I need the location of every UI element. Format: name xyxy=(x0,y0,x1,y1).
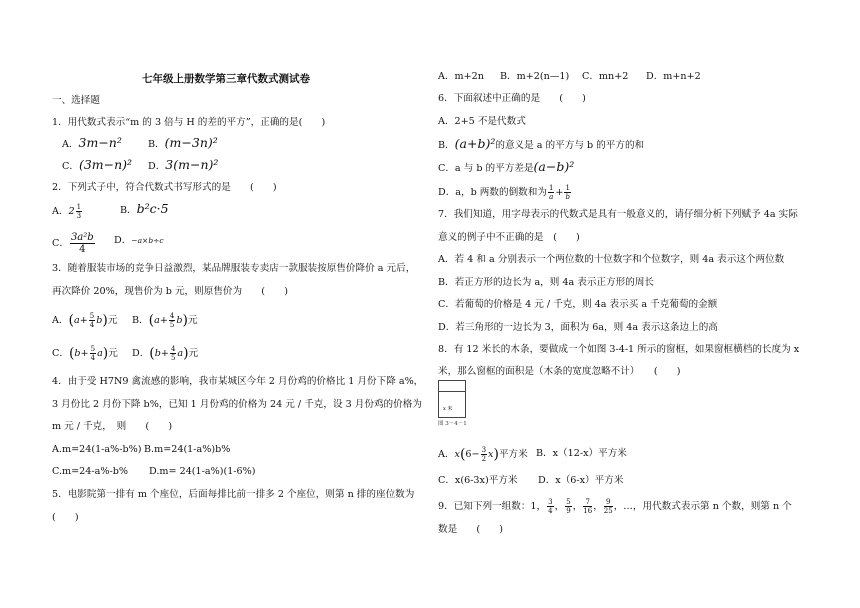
question-1-option-b[interactable]: B．(m−3n)² xyxy=(148,135,218,150)
question-4-option-c[interactable]: C.m=24-a%-b% xyxy=(52,466,128,477)
question-6-option-c[interactable]: C．a 与 b 的平方差是(a−b)² xyxy=(438,159,575,174)
question-5-stem-line-2: ( ) xyxy=(52,512,79,523)
question-2-stem: 2．下列式子中，符合代数式书写形式的是 ( ) xyxy=(52,182,277,193)
question-4-stem-line-1: 4．由于受 H7N9 禽流感的影响，我市某城区今年 2 月份鸡的价格比 1 月份下降 a%， xyxy=(52,376,424,387)
question-2-option-d[interactable]: D．−a×b÷c xyxy=(114,235,164,246)
fraction: $\frac{3}{4}$ xyxy=(548,498,553,515)
question-8-stem-line-2: 米，那么窗框的面积是（木条的宽度忽略不计） ( ) xyxy=(438,366,681,377)
question-5-option-d[interactable]: D．m+n+2 xyxy=(646,71,701,82)
window-frame-figure xyxy=(438,380,466,418)
window-crossbar xyxy=(439,391,465,392)
question-3-stem-line-1: 3．随着服装市场的竞争日益激烈，某品牌服装专卖店一款服装按原售价降价 a 元后， xyxy=(52,263,416,274)
fraction: $\frac{3}{2}$ xyxy=(481,446,487,463)
fraction: $\frac{5}{4}$ xyxy=(90,345,96,362)
question-8-option-a[interactable]: A．x(6− $\frac{3}{2}$ x)平方米 xyxy=(438,446,528,463)
question-4-option-a[interactable]: A.m=24(1-a%-b%) xyxy=(52,444,142,455)
section-heading: 一、选择题 xyxy=(52,95,100,106)
question-8-option-c[interactable]: C．x(6-3x)平方米 xyxy=(438,475,518,486)
fraction: $\frac{4}{5}$ xyxy=(169,312,175,329)
question-6-stem: 6．下面叙述中正确的是 ( ) xyxy=(438,93,586,104)
question-7-option-b[interactable]: B．若正方形的边长为 a，则 4a 表示正方形的周长 xyxy=(438,277,655,288)
question-7-option-a[interactable]: A．若 4 和 a 分别表示一个两位数的十位数字和个位数字，则 4a 表示这个两位数 xyxy=(438,254,785,265)
fraction: $\frac{5}{9}$ xyxy=(566,498,571,515)
fraction: $\frac{1}{a}$ xyxy=(548,184,554,201)
question-3-stem-line-2: 再次降价 20%，现售价为 b 元，则原售价为 ( ) xyxy=(52,286,288,297)
question-4-stem-line-2: 3 月份比 2 月份下降 b%，已知 1 月份鸡的价格为 24 元 / 千克，设 3 月份鸡的价格为 xyxy=(52,399,422,410)
figure-label: x 米 xyxy=(443,406,453,412)
question-3-option-c[interactable]: C．(b+ $\frac{5}{4}$ a)元 xyxy=(52,345,118,362)
question-3-option-b[interactable]: B．(a+ $\frac{4}{5}$ b)元 xyxy=(132,312,198,329)
question-5-stem-line-1: 5．电影院第一排有 m 个座位，后面每排比前一排多 2 个座位，则第 n 排的座位数为 xyxy=(52,489,415,500)
question-1-stem: 1．用代数式表示“m 的 3 倍与 H 的差的平方”，正确的是( ) xyxy=(52,117,326,128)
question-2-option-a[interactable]: A．2 $\frac{1}{3}$ xyxy=(52,203,82,220)
question-4-stem-line-3: m 元 / 千克， 则 ( ) xyxy=(52,421,173,432)
fraction: $\frac{9}{25}$ xyxy=(603,498,613,515)
question-6-option-d[interactable]: D．a，b 两数的倒数和为 $\frac{1}{a}$ + $\frac{1}{b}$ xyxy=(438,184,570,201)
question-5-option-c[interactable]: C．mn+2 xyxy=(582,71,629,82)
fraction: $\frac{7}{16}$ xyxy=(583,498,593,515)
question-3-option-d[interactable]: D．(b+ $\frac{4}{5}$ a)元 xyxy=(132,345,199,362)
question-1-option-d[interactable]: D．3(m−n)² xyxy=(148,157,219,172)
question-8-option-b[interactable]: B．x（12-x）平方米 xyxy=(536,448,627,459)
question-1-option-a[interactable]: A．3m−n² xyxy=(62,135,122,150)
fraction: $\frac{4}{5}$ xyxy=(170,345,176,362)
question-9-stem-line-2: 数是 ( ) xyxy=(438,524,504,535)
question-7-stem-line-1: 7．我们知道，用字母表示的代数式是具有一般意义的，请仔细分析下列赋予 4a 实际 xyxy=(438,209,798,220)
question-4-option-b[interactable]: B.m=24(1-a%)b% xyxy=(144,444,231,455)
question-7-stem-line-2: 意义的例子中不正确的是 ( ) xyxy=(438,232,580,243)
page-title: 七年级上册数学第三章代数式测试卷 xyxy=(142,73,310,85)
question-9-stem-line-1: 9．已知下列一组数：1， $\frac{3}{4}$ ， $\frac{5}{9}$ ， $\frac{7}{16}$ ， $\frac{9}{25}$ ，…，用代数式表示第 n 个数，则第 n 个 xyxy=(438,498,792,515)
fraction: $\frac{1}{b}$ xyxy=(565,184,570,201)
question-7-option-d[interactable]: D．若三角形的一边长为 3，面积为 6a，则 4a 表示这条边上的高 xyxy=(438,322,718,333)
question-6-option-a[interactable]: A．2+5 不是代数式 xyxy=(438,116,526,127)
question-2-option-c[interactable]: C． $\frac{\text{3a²b}}{4}$ xyxy=(52,232,94,255)
fraction: $\frac{1}{3}$ xyxy=(76,203,82,220)
question-8-option-d[interactable]: D．x（6-x）平方米 xyxy=(538,475,624,486)
fraction: $\frac{\text{3a²b}}{4}$ xyxy=(70,232,94,255)
fraction: $\frac{5}{4}$ xyxy=(89,312,95,329)
question-6-option-b[interactable]: B．(a+b)²的意义是 a 的平方与 b 的平方的和 xyxy=(438,136,645,151)
question-2-option-b[interactable]: B．b²c·5 xyxy=(120,201,169,216)
question-4-option-d[interactable]: D.m= 24(1-a%)(1-6%) xyxy=(149,466,256,477)
question-5-option-a[interactable]: A．m+2n xyxy=(438,71,484,82)
question-8-stem-line-1: 8．有 12 米长的木条，要做成一个如图 3-4-1 所示的窗框，如果窗框横档的长度为 x xyxy=(438,344,800,355)
question-3-option-a[interactable]: A．(a+ $\frac{5}{4}$ b)元 xyxy=(52,312,118,329)
question-1-option-c[interactable]: C．(3m−n)² xyxy=(62,157,133,172)
question-7-option-c[interactable]: C．若葡萄的价格是 4 元 / 千克，则 4a 表示买 a 千克葡萄的金额 xyxy=(438,299,718,310)
figure-caption: 图 3－4－1 xyxy=(438,421,467,427)
question-5-option-b[interactable]: B．m+2(n—1) xyxy=(500,71,570,82)
